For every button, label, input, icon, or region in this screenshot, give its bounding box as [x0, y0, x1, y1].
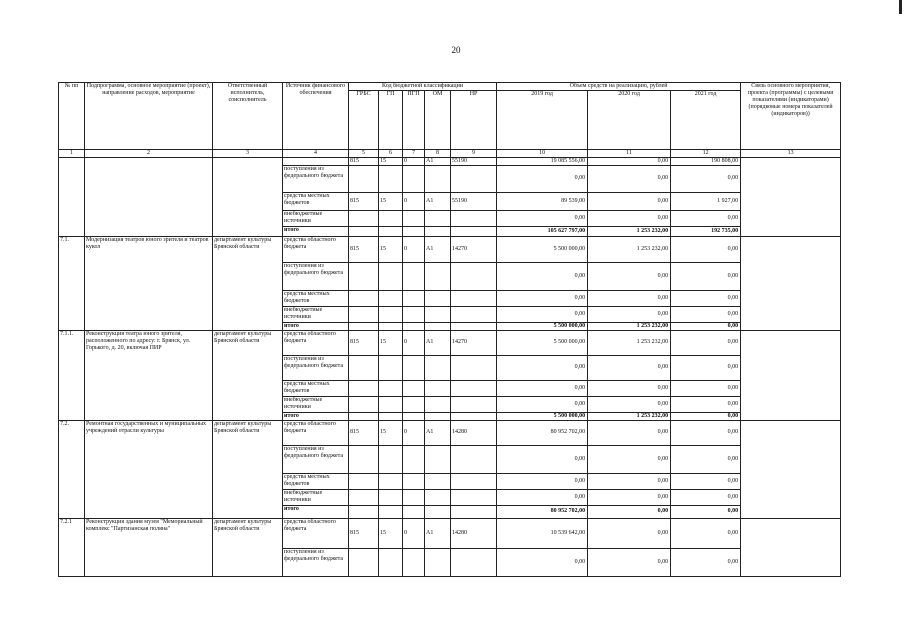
- value-2021: 0,00: [671, 290, 741, 306]
- header-budget-code: Код бюджетной классификации: [349, 83, 497, 91]
- value-2021: 0,00: [671, 306, 741, 322]
- source-cell: внебюджетные источники: [283, 489, 349, 505]
- column-index: 8: [425, 150, 451, 158]
- header-no: № пп: [59, 83, 85, 150]
- grbs-cell: 815: [349, 192, 379, 210]
- value-2020: 0,00: [588, 505, 671, 518]
- column-index: 11: [588, 150, 671, 158]
- value-2021: 0,00: [671, 380, 741, 396]
- value-2021: 192 735,00: [671, 226, 741, 236]
- name-cell: Реконструкция здания музея "Мемориальный комплекс "Партизанская поляна": [85, 518, 213, 576]
- value-2021: 0,00: [671, 518, 741, 548]
- value-2020: 0,00: [588, 157, 671, 165]
- table-row: [59, 420, 841, 445]
- header-2019: 2019 год: [497, 91, 588, 150]
- gp-cell: 15: [379, 518, 403, 548]
- executor-cell: [213, 157, 283, 236]
- column-index: 1: [59, 150, 85, 158]
- column-index: 5: [349, 150, 379, 158]
- link-cell: [741, 518, 841, 576]
- value-2021: 0,00: [671, 445, 741, 473]
- value-2019: 0,00: [497, 396, 588, 412]
- value-2021: 0,00: [671, 322, 741, 330]
- executor-cell: департамент культуры Брянской области: [213, 236, 283, 330]
- value-2019: 0,00: [497, 262, 588, 290]
- value-2019: 10 539 642,00: [497, 518, 588, 548]
- grbs-cell: 815: [349, 518, 379, 548]
- value-2019: 5 500 000,00: [497, 236, 588, 262]
- column-index: 7: [403, 150, 425, 158]
- header-link: Связь основного мероприятия, проекта (программы) с целевыми показателями (индикаторами) (порядковые номера показателей (индикаторов)): [741, 83, 841, 150]
- value-2019: 105 627 797,00: [497, 226, 588, 236]
- value-2019: 5 500 000,00: [497, 330, 588, 355]
- value-2019: 0,00: [497, 165, 588, 192]
- header-2021: 2021 год: [671, 91, 741, 150]
- pgp-cell: 0: [403, 236, 425, 262]
- value-2020: 0,00: [588, 380, 671, 396]
- column-index: 4: [283, 150, 349, 158]
- gp-cell: 15: [379, 157, 403, 165]
- source-cell: поступления из федерального бюджета: [283, 262, 349, 290]
- om-cell: А1: [425, 518, 451, 548]
- column-index: 9: [451, 150, 497, 158]
- value-2020: 0,00: [588, 548, 671, 576]
- source-cell: средства областного бюджета: [283, 236, 349, 262]
- no-cell: 7.1.1.: [59, 330, 85, 420]
- value-2019: 0,00: [497, 489, 588, 505]
- value-2020: 0,00: [588, 518, 671, 548]
- pgp-cell: 0: [403, 330, 425, 355]
- link-cell: [741, 330, 841, 420]
- om-cell: А1: [425, 330, 451, 355]
- value-2019: 0,00: [497, 445, 588, 473]
- grbs-cell: 815: [349, 236, 379, 262]
- gp-cell: 15: [379, 330, 403, 355]
- value-2021: 0,00: [671, 548, 741, 576]
- om-cell: А1: [425, 236, 451, 262]
- value-2021: 1 927,00: [671, 192, 741, 210]
- link-cell: [741, 420, 841, 518]
- source-cell: итого: [283, 322, 349, 330]
- source-cell: итого: [283, 226, 349, 236]
- value-2020: 0,00: [588, 192, 671, 210]
- value-2020: 1 253 232,00: [588, 236, 671, 262]
- value-2019: 0,00: [497, 290, 588, 306]
- value-2020: 1 253 232,00: [588, 226, 671, 236]
- value-2019: 89 539,00: [497, 192, 588, 210]
- value-2021: 0,00: [671, 210, 741, 226]
- header-source: Источник финансового обеспечения: [283, 83, 349, 150]
- column-index: 2: [85, 150, 213, 158]
- value-2019: 5 500 000,00: [497, 412, 588, 420]
- source-cell: внебюджетные источники: [283, 396, 349, 412]
- grbs-cell: 815: [349, 157, 379, 165]
- no-cell: 7.2.: [59, 420, 85, 518]
- value-2019: 5 500 000,00: [497, 322, 588, 330]
- value-2020: 0,00: [588, 473, 671, 489]
- np-cell: 14270: [451, 330, 497, 355]
- gp-cell: 15: [379, 420, 403, 445]
- value-2020: 0,00: [588, 306, 671, 322]
- value-2019: 80 952 702,00: [497, 505, 588, 518]
- executor-cell: департамент культуры Брянской области: [213, 518, 283, 576]
- value-2021: 0,00: [671, 489, 741, 505]
- column-index: 3: [213, 150, 283, 158]
- column-index-row: [59, 150, 841, 158]
- value-2019: 0,00: [497, 473, 588, 489]
- value-2020: 0,00: [588, 355, 671, 380]
- value-2020: 0,00: [588, 445, 671, 473]
- link-cell: [741, 157, 841, 236]
- pgp-cell: 0: [403, 192, 425, 210]
- gp-cell: 15: [379, 236, 403, 262]
- value-2021: 0,00: [671, 236, 741, 262]
- source-cell: средства областного бюджета: [283, 330, 349, 355]
- source-cell: [283, 157, 349, 165]
- value-2021: 0,00: [671, 420, 741, 445]
- scan-edge-mark: [899, 0, 902, 14]
- grbs-cell: 815: [349, 420, 379, 445]
- value-2021: 190 808,00: [671, 157, 741, 165]
- source-cell: средства местных бюджетов: [283, 192, 349, 210]
- link-cell: [741, 236, 841, 330]
- value-2021: 0,00: [671, 165, 741, 192]
- source-cell: поступления из федерального бюджета: [283, 165, 349, 192]
- value-2020: 0,00: [588, 290, 671, 306]
- header-np: НР: [451, 91, 497, 150]
- source-cell: внебюджетные источники: [283, 210, 349, 226]
- source-cell: поступления из федерального бюджета: [283, 355, 349, 380]
- name-cell: Ремонтная государственных и муниципальных учреждений отрасли культуры: [85, 420, 213, 518]
- no-cell: [59, 157, 85, 236]
- header-grbs: ГРБС: [349, 91, 379, 150]
- value-2021: 0,00: [671, 473, 741, 489]
- no-cell: 7.2.1: [59, 518, 85, 576]
- value-2020: 0,00: [588, 262, 671, 290]
- np-cell: 14280: [451, 420, 497, 445]
- table-row: [59, 518, 841, 548]
- value-2019: 0,00: [497, 355, 588, 380]
- gp-cell: 15: [379, 192, 403, 210]
- value-2019: 0,00: [497, 210, 588, 226]
- header-om: ОМ: [425, 91, 451, 150]
- value-2020: 0,00: [588, 165, 671, 192]
- page-number: 20: [451, 45, 461, 55]
- pgp-cell: 0: [403, 518, 425, 548]
- column-index: 13: [741, 150, 841, 158]
- table-row: [59, 330, 841, 355]
- np-cell: 55190: [451, 192, 497, 210]
- header-subprogram: Подпрограмма, основное мероприятие (проект), направление расходов, мероприятие: [85, 83, 213, 150]
- column-index: 10: [497, 150, 588, 158]
- source-cell: средства местных бюджетов: [283, 380, 349, 396]
- value-2020: 0,00: [588, 210, 671, 226]
- budget-table: [58, 82, 841, 577]
- source-cell: средства местных бюджетов: [283, 290, 349, 306]
- no-cell: 7.1.: [59, 236, 85, 330]
- value-2019: 0,00: [497, 306, 588, 322]
- value-2020: 0,00: [588, 420, 671, 445]
- np-cell: 14280: [451, 518, 497, 548]
- value-2019: 80 952 702,00: [497, 420, 588, 445]
- pgp-cell: 0: [403, 157, 425, 165]
- name-cell: Реконструкция театра юного зрителя, расположенного по адресу: г. Брянск, ул. Горького, д. 20, включая ПИР: [85, 330, 213, 420]
- value-2020: 1 253 232,00: [588, 322, 671, 330]
- name-cell: Модернизация театров юного зрителя и театров кукол: [85, 236, 213, 330]
- source-cell: средства областного бюджета: [283, 518, 349, 548]
- source-cell: внебюджетные источники: [283, 306, 349, 322]
- value-2021: 0,00: [671, 505, 741, 518]
- column-index: 12: [671, 150, 741, 158]
- value-2020: 1 253 232,00: [588, 412, 671, 420]
- grbs-cell: 815: [349, 330, 379, 355]
- value-2021: 0,00: [671, 262, 741, 290]
- executor-cell: департамент культуры Брянской области: [213, 420, 283, 518]
- value-2020: 1 253 232,00: [588, 330, 671, 355]
- column-index: 6: [379, 150, 403, 158]
- name-cell: [85, 157, 213, 236]
- om-cell: А1: [425, 420, 451, 445]
- np-cell: 14270: [451, 236, 497, 262]
- source-cell: итого: [283, 505, 349, 518]
- value-2021: 0,00: [671, 412, 741, 420]
- value-2021: 0,00: [671, 355, 741, 380]
- table-row: [59, 236, 841, 262]
- value-2019: 0,00: [497, 380, 588, 396]
- header-pgp: ПГП: [403, 91, 425, 150]
- header-volume: Объем средств на реализацию, рублей: [497, 83, 741, 91]
- value-2021: 0,00: [671, 330, 741, 355]
- source-cell: средства областного бюджета: [283, 420, 349, 445]
- value-2020: 0,00: [588, 396, 671, 412]
- header-2020: 2020 год: [588, 91, 671, 150]
- om-cell: А1: [425, 192, 451, 210]
- table-row: [59, 157, 841, 165]
- np-cell: 55190: [451, 157, 497, 165]
- source-cell: итого: [283, 412, 349, 420]
- value-2021: 0,00: [671, 396, 741, 412]
- pgp-cell: 0: [403, 420, 425, 445]
- om-cell: А1: [425, 157, 451, 165]
- executor-cell: департамент культуры Брянской области: [213, 330, 283, 420]
- header-gp: ГП: [379, 91, 403, 150]
- value-2020: 0,00: [588, 489, 671, 505]
- value-2019: 0,00: [497, 548, 588, 576]
- source-cell: поступления из федерального бюджета: [283, 548, 349, 576]
- source-cell: средства местных бюджетов: [283, 473, 349, 489]
- header-executor: Ответственный исполнитель, соисполнитель: [213, 83, 283, 150]
- source-cell: поступления из федерального бюджета: [283, 445, 349, 473]
- value-2019: 19 085 556,00: [497, 157, 588, 165]
